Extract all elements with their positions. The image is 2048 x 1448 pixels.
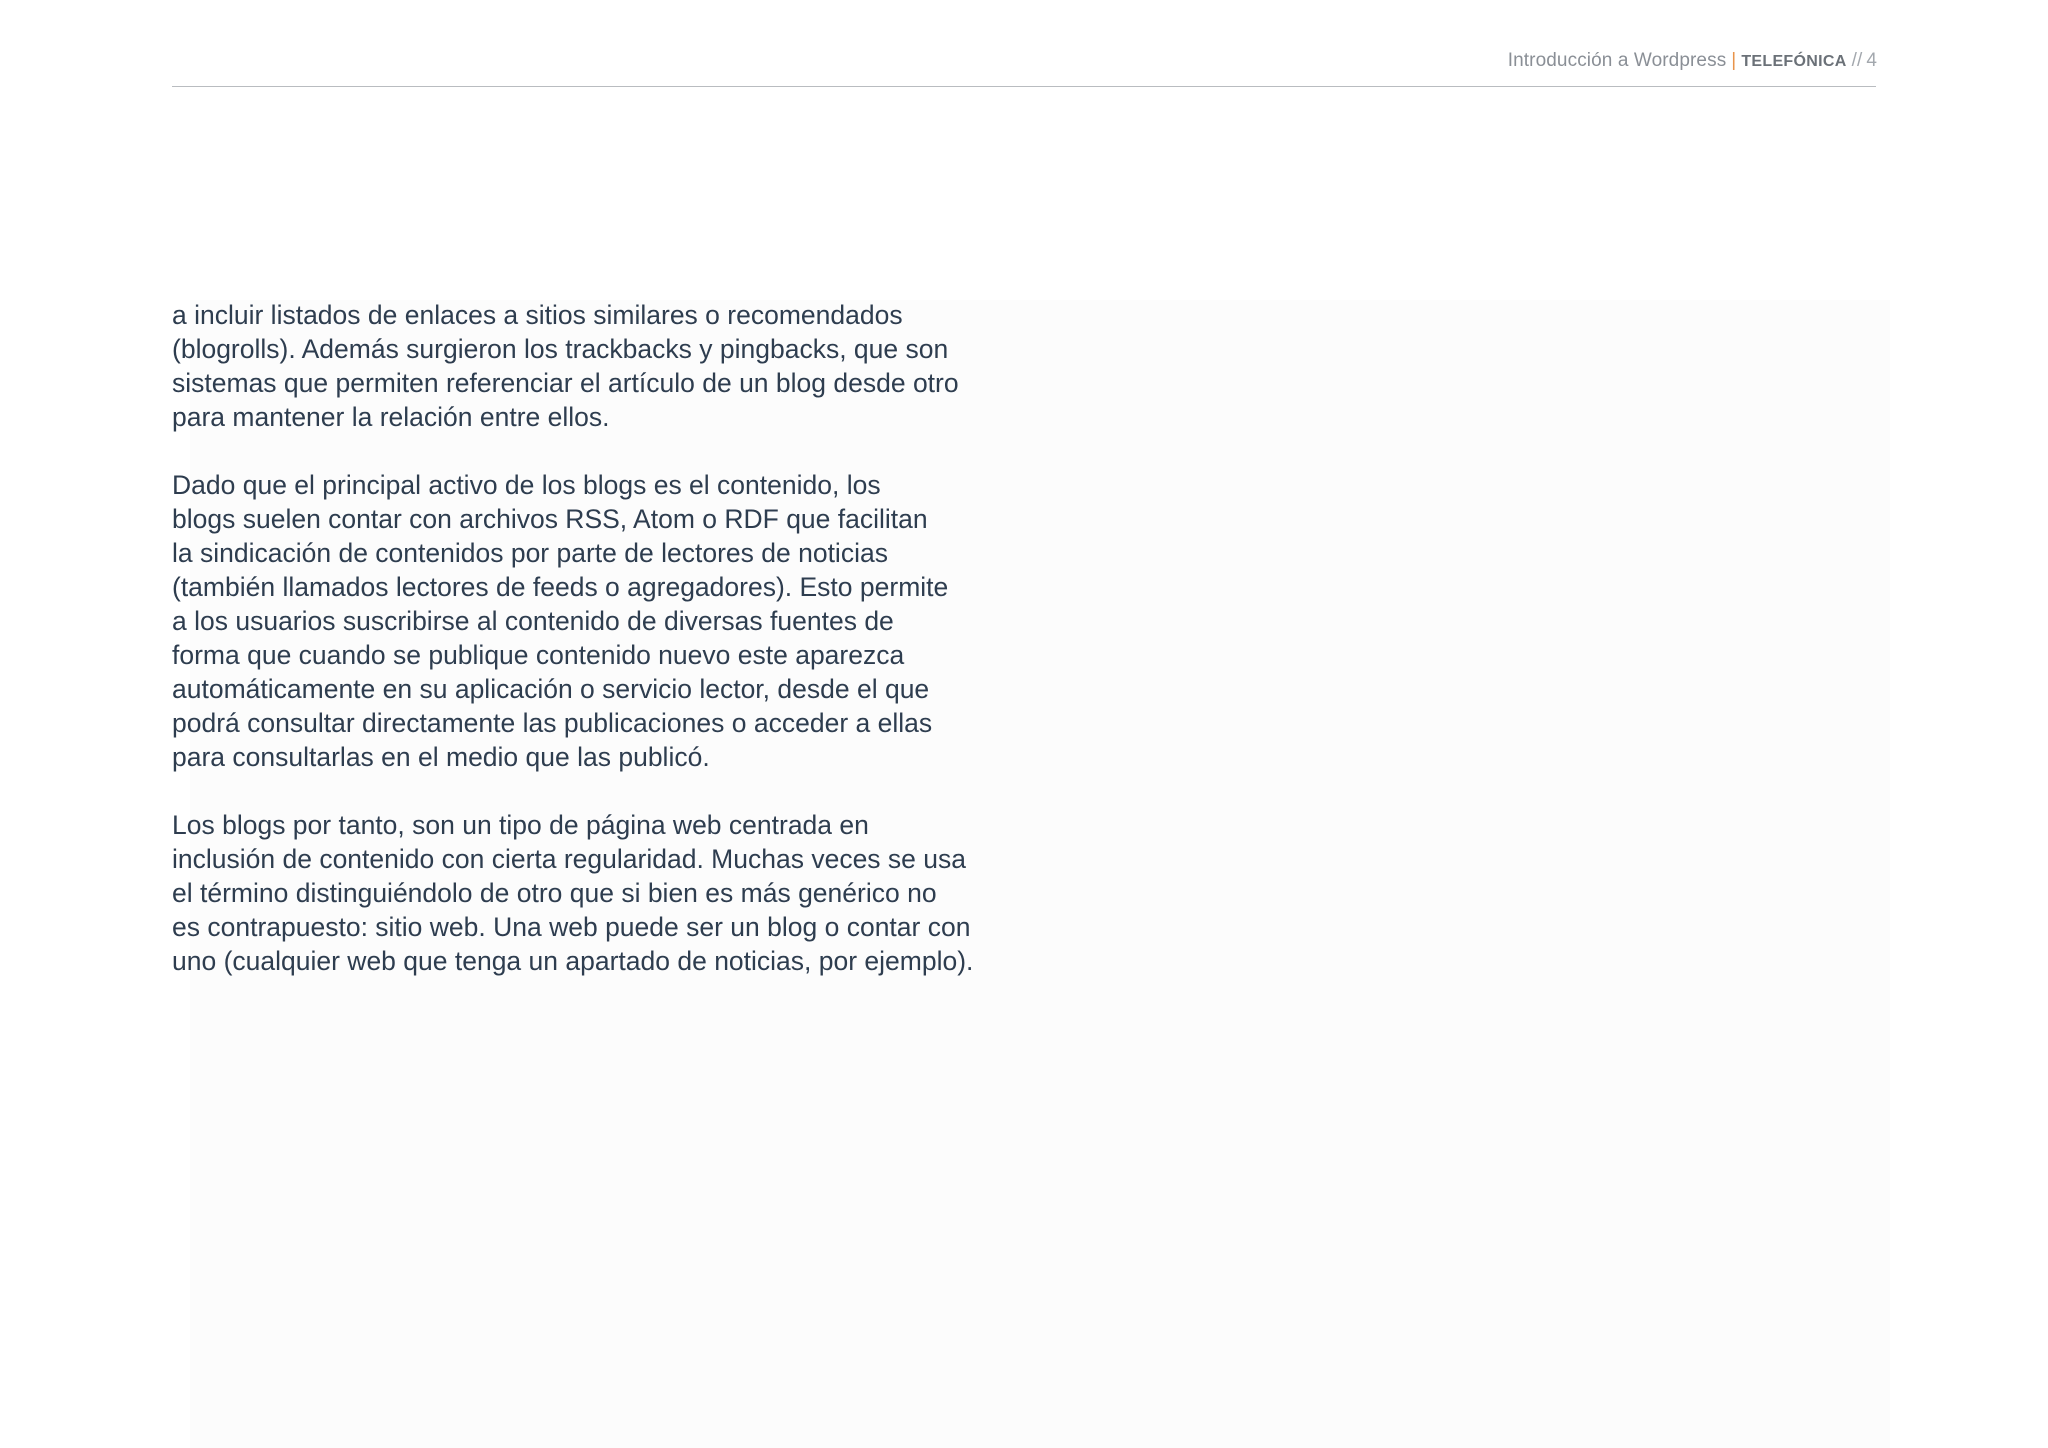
text-line: automáticamente en su aplicación o servicio lector, desde el que [172,674,930,704]
text-line: para consultarlas en el medio que las publicó. [172,742,710,772]
paragraph [172,808,1032,978]
page-separator: // [1851,50,1863,71]
header-rule [172,86,1876,87]
running-header [1508,50,1877,72]
text-line: (blogrolls). Además surgieron los trackbacks y pingbacks, que son [172,334,949,364]
text-line: Dado que el principal activo de los blogs es el contenido, los [172,470,881,500]
text-line: es contrapuesto: sitio web. Una web puede ser un blog o contar con [172,912,971,942]
text-line: para mantener la relación entre ellos. [172,402,610,432]
brand-name: TELEFÓNICA [1741,53,1847,70]
text-line: inclusión de contenido con cierta regularidad. Muchas veces se usa [172,844,966,874]
paragraph [172,298,1032,434]
text-line: a incluir listados de enlaces a sitios similares o recomendados [172,300,903,330]
text-line: forma que cuando se publique contenido nuevo este aparezca [172,640,905,670]
text-line: uno (cualquier web que tenga un apartado de noticias, por ejemplo). [172,946,974,976]
text-line: (también llamados lectores de feeds o agregadores). Esto permite [172,572,949,602]
text-line: sistemas que permiten referenciar el artículo de un blog desde otro [172,368,959,398]
page-number: 4 [1866,50,1877,71]
text-line: blogs suelen contar con archivos RSS, Atom o RDF que facilitan [172,504,928,534]
text-line: el término distinguiéndolo de otro que si bien es más genérico no [172,878,937,908]
text-line: podrá consultar directamente las publicaciones o acceder a ellas [172,708,933,738]
text-line: Los blogs por tanto, son un tipo de página web centrada en [172,810,869,840]
header-separator: | [1731,50,1737,71]
text-line: la sindicación de contenidos por parte de lectores de noticias [172,538,888,568]
paragraph [172,468,1032,774]
body-text [172,298,1032,1012]
document-title: Introducción a Wordpress [1507,50,1727,71]
text-line: a los usuarios suscribirse al contenido de diversas fuentes de [172,606,894,636]
